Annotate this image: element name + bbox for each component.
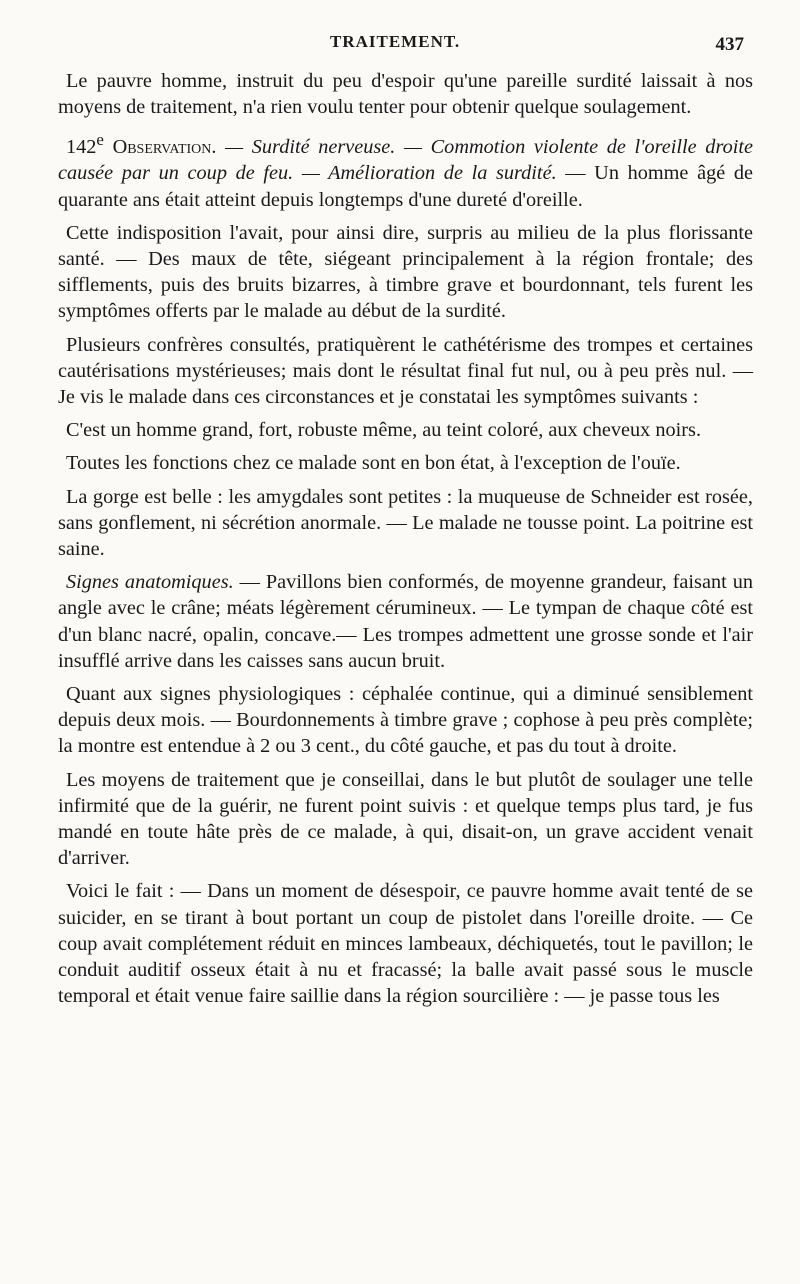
paragraph-8 [58,569,753,674]
paragraph-11: Voici le fait : — Dans un moment de désespoir, ce pauvre homme avait tenté de se suicider, en se tirant à bout portant un coup de pistolet dans l'oreille droite. — Ce coup avait complétement réduit en minces lambeaux, déchiquetés, tout le pavillon; le conduit auditif osseux était à nu et fracassé; la balle avait passé sous le muscle temporal et était venue faire saillie dans la région sourcilière : — je passe tous les [58,880,753,1008]
paragraph-4: Plusieurs confrères consultés, pratiquèrent le cathétérisme des trompes et certaines cautérisations mystérieuses; mais dont le résultat final fut nul, ou à peu près nul. — Je vis le malade dans ces circonstances et je constatai les symptômes suivants : [58,333,753,408]
paragraph-9: Quant aux signes physiologiques : céphalée continue, qui a diminué sensiblement depuis deux mois. — Bourdonnements à timbre grave ; cophose à peu près complète; la montre est entendue à 2 ou 3 cent., du côté gauche, et pas du tout à droite. [58,683,753,758]
observation-heading-paragraph [58,127,753,212]
paragraph-10: Les moyens de traitement que je conseillai, dans le but plutôt de soulager une telle infirmité que de la guérir, ne furent point suivis : et quelque temps plus tard, je fus mandé en toute hâte près de ce malade, à qui, disait-on, un grave accident venait d'arriver. [58,768,753,870]
page-header [60,32,750,58]
observation-number-suffix: e [96,130,104,150]
observation-label: Observation. [112,136,217,159]
paragraph-1: Le pauvre homme, instruit du peu d'espoir qu'une pareille surdité laissait à nos moyens de traitement, n'a rien voulu tenter pour obtenir quelque soulagement. [58,70,753,119]
body-text [58,68,753,1016]
observation-number: 142 [66,136,97,159]
observation-title: — Surdité nerveuse. — Commotion violente de l'oreille droite causée par un coup de feu. — Amélioration de la surdité. [58,136,753,185]
anatomical-signs-text: — Pavillons bien conformés, de moyenne grandeur, faisant un angle avec le crâne; méats légèrement cérumineux. — Le tympan de chaque côté est d'un blanc nacré, opalin, concave.— Les trompes admettent une grosse sonde et l'air insufflé arrive dans les caisses sans aucun bruit. [58,571,753,672]
paragraph-6: Toutes les fonctions chez ce malade sont en bon état, à l'exception de l'ouïe. [66,452,681,475]
observation-intro: — Un homme âgé de quarante ans était atteint depuis longtemps d'une dureté d'oreille. [58,162,753,211]
paragraph-3: Cette indisposition l'avait, pour ainsi dire, surpris au milieu de la plus florissante santé. — Des maux de tête, siégeant principalement à la région frontale; des sifflements, puis des bruits bizarres, à timbre grave et bourdonnant, tels furent les symptômes offerts par le malade au début de la surdité. [58,221,753,323]
page-number: 437 [715,34,744,55]
anatomical-signs-label: Signes anatomiques. [66,571,234,594]
running-head: TRAITEMENT. [330,32,461,51]
paragraph-7: La gorge est belle : les amygdales sont petites : la muqueuse de Schneider est rosée, sans gonflement, ni sécrétion anormale. — Le malade ne tousse point. La poitrine est saine. [58,485,753,561]
paragraph-5: C'est un homme grand, fort, robuste même, au teint coloré, aux cheveux noirs. [66,419,702,442]
